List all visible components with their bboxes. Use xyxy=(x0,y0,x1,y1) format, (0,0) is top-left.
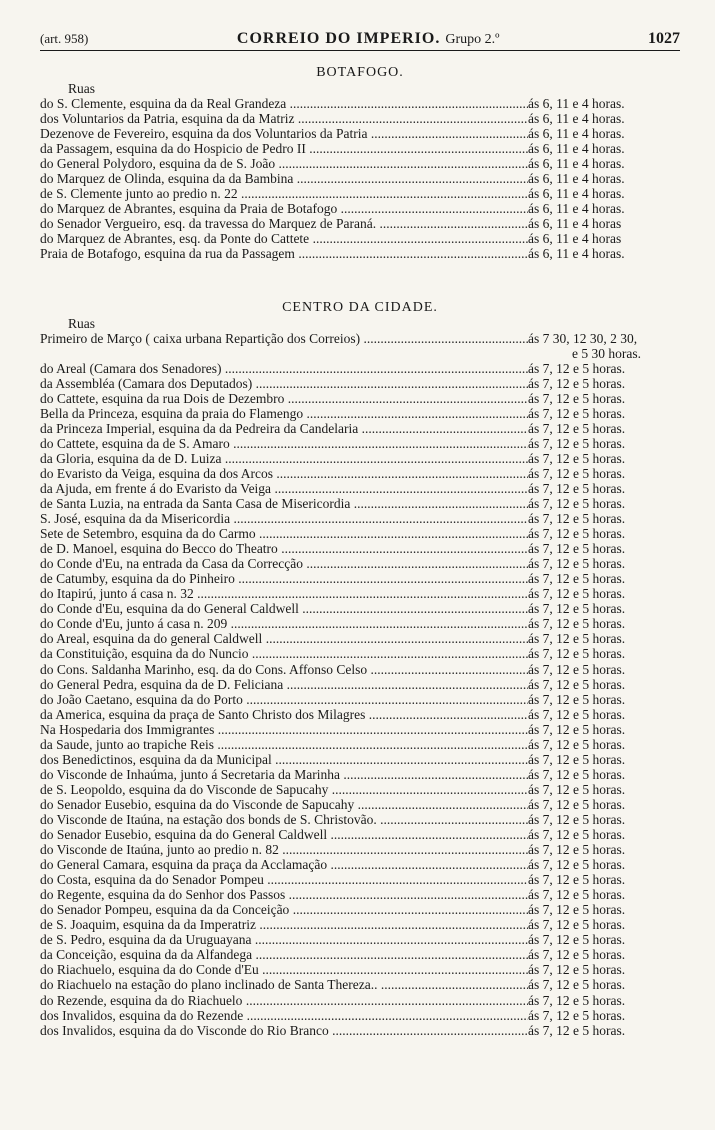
schedule-row xyxy=(40,141,680,156)
street-address: Praia de Botafogo, esquina da rua da Passagem ..... xyxy=(40,246,528,261)
schedule-row xyxy=(40,111,680,126)
schedule-row xyxy=(40,902,680,917)
collection-hours: ás 6, 11 e 4 horas. xyxy=(528,141,625,157)
collection-hours: ás 7, 12 e 5 horas. xyxy=(528,736,626,752)
street-address: da America, esquina da praça de Santo Christo dos Milagres ..... xyxy=(40,707,528,722)
schedule-row xyxy=(40,616,680,631)
street-address: do Visconde de Itaúna, junto ao predio n. 82 ..... xyxy=(40,842,528,857)
section-title: CENTRO DA CIDADE. xyxy=(282,299,438,315)
collection-hours: ás 7, 12 e 5 horas. xyxy=(528,977,626,993)
street-address: dos Invalidos, esquina da do Rezende ..... xyxy=(40,1008,528,1023)
schedule-row xyxy=(40,842,680,857)
street-address: do Costa, esquina da do Senador Pompeu ..... xyxy=(40,872,528,887)
schedule-row xyxy=(40,556,680,571)
article-ref: (art. 958) xyxy=(40,31,89,46)
schedule-row xyxy=(40,156,680,171)
street-address: do Evaristo da Veiga, esquina da dos Arcos ..... xyxy=(40,466,528,481)
street-address: S. José, esquina da da Misericordia ..... xyxy=(40,511,528,526)
street-address: da Constituição, esquina da do Nuncio ..... xyxy=(40,646,528,661)
schedule-row xyxy=(40,1023,680,1038)
street-address: da Gloria, esquina da de D. Luiza ..... xyxy=(40,451,528,466)
page-header xyxy=(40,30,680,51)
collection-hours: ás 6, 11 e 4 horas. xyxy=(528,246,625,262)
collection-hours: ás 7, 12 e 5 horas. xyxy=(528,480,626,496)
schedule-row xyxy=(40,887,680,902)
schedule-row xyxy=(40,601,680,616)
street-address: dos Voluntarios da Patria, esquina da da Matriz ..... xyxy=(40,111,528,126)
schedule-row xyxy=(40,571,680,586)
collection-hours: ás 7, 12 e 5 horas. xyxy=(528,766,626,782)
collection-hours: ás 7, 12 e 5 horas. xyxy=(528,1022,626,1038)
collection-hours: ás 7, 12 e 5 horas. xyxy=(528,827,626,843)
collection-hours: ás 7, 12 e 5 horas. xyxy=(528,721,626,737)
schedule-row xyxy=(40,962,680,977)
collection-hours: ás 7, 12 e 5 horas. xyxy=(528,917,626,933)
street-address: do Riachuelo na estação do plano inclinado de Santa Thereza.. ..... xyxy=(40,977,528,992)
street-address: do Senador Vergueiro, esq. da travessa do Marquez de Paraná. ..... xyxy=(40,216,528,231)
collection-hours-continued: e 5 30 horas. xyxy=(572,345,641,361)
street-address: do Riachuelo, esquina da do Conde d'Eu ..... xyxy=(40,962,528,977)
collection-hours: ás 7, 12 e 5 horas. xyxy=(528,450,626,466)
collection-hours: ás 7, 12 e 5 horas. xyxy=(528,556,626,572)
schedule-row xyxy=(40,722,680,737)
collection-hours: ás 7, 12 e 5 horas. xyxy=(528,616,626,632)
schedule-row xyxy=(40,201,680,216)
collection-hours: ás 7, 12 e 5 horas. xyxy=(528,691,626,707)
collection-hours: ás 7, 12 e 5 horas. xyxy=(528,902,626,918)
group-label: Grupo 2.º xyxy=(445,32,500,47)
schedule-row xyxy=(40,511,680,526)
collection-hours: ás 6, 11 e 4 horas. xyxy=(528,111,625,127)
schedule-row xyxy=(40,391,680,406)
section-gap xyxy=(40,262,680,286)
collection-hours: ás 7, 12 e 5 horas. xyxy=(528,887,626,903)
street-address: do Senador Eusebio, esquina da do Visconde de Sapucahy ..... xyxy=(40,797,528,812)
schedule-row xyxy=(40,466,680,481)
street-address: do Conde d'Eu, na entrada da Casa da Correcção ..... xyxy=(40,556,528,571)
street-address: do Senador Eusebio, esquina da do General Caldwell ..... xyxy=(40,827,528,842)
street-address: da Passagem, esquina da do Hospicio de Pedro II ..... xyxy=(40,141,528,156)
street-address: do Marquez de Olinda, esquina da da Bambina ..... xyxy=(40,171,528,186)
schedule-row xyxy=(40,692,680,707)
schedule-row xyxy=(40,526,680,541)
schedule-row xyxy=(40,737,680,752)
collection-hours: ás 7, 12 e 5 horas. xyxy=(528,495,626,511)
schedule-row xyxy=(40,216,680,231)
street-address: Bella da Princeza, esquina da praia do Flamengo ..... xyxy=(40,406,528,421)
schedule-row xyxy=(40,872,680,887)
schedule-row xyxy=(40,707,680,722)
schedule-row xyxy=(40,586,680,601)
street-address: Primeiro de Março ( caixa urbana Repartição dos Correios) ..... xyxy=(40,331,528,346)
collection-hours: ás 7, 12 e 5 horas. xyxy=(528,526,626,542)
collection-hours: ás 6, 11 e 4 horas. xyxy=(528,201,625,217)
section-title: BOTAFOGO. xyxy=(316,65,404,80)
collection-hours: ás 7, 12 e 5 horas. xyxy=(528,405,626,421)
collection-hours: ás 7, 12 e 5 horas. xyxy=(528,947,626,963)
collection-hours: ás 6, 11 e 4 horas. xyxy=(528,156,625,172)
schedule-row xyxy=(40,421,680,436)
collection-hours: ás 7, 12 e 5 horas. xyxy=(528,601,626,617)
collection-hours: ás 7, 12 e 5 horas. xyxy=(528,962,626,978)
collection-hours: ás 7, 12 e 5 horas. xyxy=(528,586,626,602)
section-subtitle: Ruas xyxy=(68,81,95,96)
collection-hours: ás 7, 12 e 5 horas. xyxy=(528,631,626,647)
schedule-row xyxy=(40,977,680,992)
schedule-row xyxy=(40,782,680,797)
schedule-row xyxy=(40,376,680,391)
street-address: de S. Pedro, esquina da da Uruguayana ..... xyxy=(40,932,528,947)
collection-hours: ás 7, 12 e 5 horas. xyxy=(528,511,626,527)
page-title xyxy=(237,30,500,48)
street-address: de D. Manoel, esquina do Becco do Theatro ..... xyxy=(40,541,528,556)
collection-hours: ás 7 30, 12 30, 2 30, xyxy=(528,330,638,346)
schedule-row xyxy=(40,481,680,496)
schedule-row xyxy=(40,331,680,346)
street-address: do General Pedra, esquina da de D. Feliciana ..... xyxy=(40,677,528,692)
street-address: de S. Joaquim, esquina da da Imperatriz ..... xyxy=(40,917,528,932)
collection-hours: ás 6, 11 e 4 horas. xyxy=(528,126,625,142)
street-address: do Areal (Camara dos Senadores) ..... xyxy=(40,361,528,376)
street-address: do Conde d'Eu, junto á casa n. 209 ..... xyxy=(40,616,528,631)
street-address: do Senador Pompeu, esquina da da Conceição ..... xyxy=(40,902,528,917)
collection-hours: ás 6, 11 e 4 horas xyxy=(528,216,622,232)
schedule-row xyxy=(40,451,680,466)
schedule-row xyxy=(40,231,680,246)
collection-hours: ás 7, 12 e 5 horas. xyxy=(528,992,626,1008)
schedule-row xyxy=(40,186,680,201)
street-address: de S. Leopoldo, esquina da do Visconde de Sapucahy ..... xyxy=(40,782,528,797)
collection-hours: ás 7, 12 e 5 horas. xyxy=(528,872,626,888)
collection-hours: ás 7, 12 e 5 horas. xyxy=(528,781,626,797)
schedule-row xyxy=(40,993,680,1008)
collection-hours: ás 7, 12 e 5 horas. xyxy=(528,796,626,812)
collection-hours: ás 7, 12 e 5 horas. xyxy=(528,375,626,391)
section-subtitle: Ruas xyxy=(68,315,95,331)
schedule-row xyxy=(40,1008,680,1023)
collection-hours: ás 7, 12 e 5 horas. xyxy=(528,390,626,406)
street-address: da Conceição, esquina da da Alfandega ..... xyxy=(40,947,528,962)
street-address: do Conde d'Eu, esquina da do General Caldwell ..... xyxy=(40,601,528,616)
schedule-row xyxy=(40,406,680,421)
street-address: do João Caetano, esquina da do Porto ..... xyxy=(40,692,528,707)
street-address: do General Polydoro, esquina da de S. João ..... xyxy=(40,156,528,171)
street-address: do Cattete, esquina da rua Dois de Dezembro ..... xyxy=(40,391,528,406)
schedule-row xyxy=(40,797,680,812)
hours-continuation-row xyxy=(40,346,680,361)
street-address: do Areal, esquina da do general Caldwell ..... xyxy=(40,631,528,646)
collection-hours: ás 7, 12 e 5 horas. xyxy=(528,465,626,481)
street-address: do Visconde de Itaúna, na estação dos bonds de S. Christovão. ..... xyxy=(40,812,528,827)
schedule-row xyxy=(40,126,680,141)
collection-hours: ás 7, 12 e 5 horas. xyxy=(528,1007,626,1023)
collection-hours: ás 7, 12 e 5 horas. xyxy=(528,932,626,948)
street-address: do General Camara, esquina da praça da Acclamação ..... xyxy=(40,857,528,872)
street-address: da Ajuda, em frente á do Evaristo da Veiga ..... xyxy=(40,481,528,496)
collection-hours: ás 7, 12 e 5 horas. xyxy=(528,811,626,827)
street-address: dos Benedictinos, esquina da da Municipal ..... xyxy=(40,752,528,767)
street-address: Na Hospedaria dos Immigrantes ..... xyxy=(40,722,528,737)
schedule-row xyxy=(40,677,680,692)
schedule-row xyxy=(40,631,680,646)
collection-hours: ás 7, 12 e 5 horas. xyxy=(528,751,626,767)
collection-hours: ás 7, 12 e 5 horas. xyxy=(528,842,626,858)
schedule-row xyxy=(40,246,680,261)
schedule-row xyxy=(40,436,680,451)
collection-hours: ás 7, 12 e 5 horas. xyxy=(528,676,626,692)
street-address: do Marquez de Abrantes, esquina da Praia de Botafogo ..... xyxy=(40,201,528,216)
collection-hours: ás 7, 12 e 5 horas. xyxy=(528,435,626,451)
schedule-row xyxy=(40,812,680,827)
street-address: da Saude, junto ao trapiche Reis ..... xyxy=(40,737,528,752)
collection-hours: ás 7, 12 e 5 horas. xyxy=(528,646,626,662)
collection-hours: ás 6, 11 e 4 horas. xyxy=(528,96,625,111)
title-text: CORREIO DO IMPERIO. xyxy=(236,30,441,47)
street-address: da Princeza Imperial, esquina da da Pedreira da Candelaria ..... xyxy=(40,421,528,436)
street-address: do Cattete, esquina da de S. Amaro ..... xyxy=(40,436,528,451)
schedule-row xyxy=(40,917,680,932)
street-address: de S. Clemente junto ao predio n. 22 ..... xyxy=(40,186,528,201)
street-address: do Marquez de Abrantes, esq. da Ponte do Cattete ..... xyxy=(40,231,528,246)
street-address: do Regente, esquina da do Senhor dos Passos ..... xyxy=(40,887,528,902)
schedule-row xyxy=(40,541,680,556)
schedule-row xyxy=(40,646,680,661)
schedule-row xyxy=(40,171,680,186)
street-address: de Catumby, esquina da do Pinheiro ..... xyxy=(40,571,528,586)
street-address: do Rezende, esquina da do Riachuelo ..... xyxy=(40,993,528,1008)
collection-hours: ás 7, 12 e 5 horas. xyxy=(528,571,626,587)
collection-hours: ás 7, 12 e 5 horas. xyxy=(528,661,626,677)
street-address: do Visconde de Inhaúma, junto á Secretaria da Marinha ..... xyxy=(40,767,528,782)
collection-hours: ás 6, 11 e 4 horas. xyxy=(528,186,625,202)
schedule-row xyxy=(40,857,680,872)
street-address: Dezenove de Fevereiro, esquina da dos Voluntarios da Patria ..... xyxy=(40,126,528,141)
street-address: do Cons. Saldanha Marinho, esq. da do Cons. Affonso Celso ..... xyxy=(40,662,528,677)
schedule-row xyxy=(40,752,680,767)
schedule-row xyxy=(40,96,680,111)
schedule-row xyxy=(40,947,680,962)
collection-hours: ás 6, 11 e 4 horas. xyxy=(528,171,625,187)
schedule-row xyxy=(40,767,680,782)
street-address: da Assembléa (Camara dos Deputados) ..... xyxy=(40,376,528,391)
schedule-row xyxy=(40,361,680,376)
schedule-row xyxy=(40,662,680,677)
collection-hours: ás 7, 12 e 5 horas. xyxy=(528,541,626,557)
schedule-row xyxy=(40,496,680,511)
street-address: de Santa Luzia, na entrada da Santa Casa de Misericordia ..... xyxy=(40,496,528,511)
street-address: dos Invalidos, esquina da do Visconde do Rio Branco ..... xyxy=(40,1023,528,1038)
collection-hours: ás 7, 12 e 5 horas. xyxy=(528,360,626,376)
collection-hours: ás 7, 12 e 5 horas. xyxy=(528,420,626,436)
collection-hours: ás 7, 12 e 5 horas. xyxy=(528,706,626,722)
collection-hours: ás 6, 11 e 4 horas xyxy=(528,231,622,247)
street-address: Sete de Setembro, esquina da do Carmo ..... xyxy=(40,526,528,541)
page-number: 1027 xyxy=(647,30,680,47)
street-address: do Itapirú, junto á casa n. 32 ..... xyxy=(40,586,528,601)
document-page xyxy=(40,30,680,1038)
schedule-row xyxy=(40,932,680,947)
sections-container xyxy=(40,65,680,1038)
schedule-row xyxy=(40,827,680,842)
street-address: do S. Clemente, esquina da da Real Grandeza ..... xyxy=(40,96,528,111)
collection-hours: ás 7, 12 e 5 horas. xyxy=(528,857,626,873)
